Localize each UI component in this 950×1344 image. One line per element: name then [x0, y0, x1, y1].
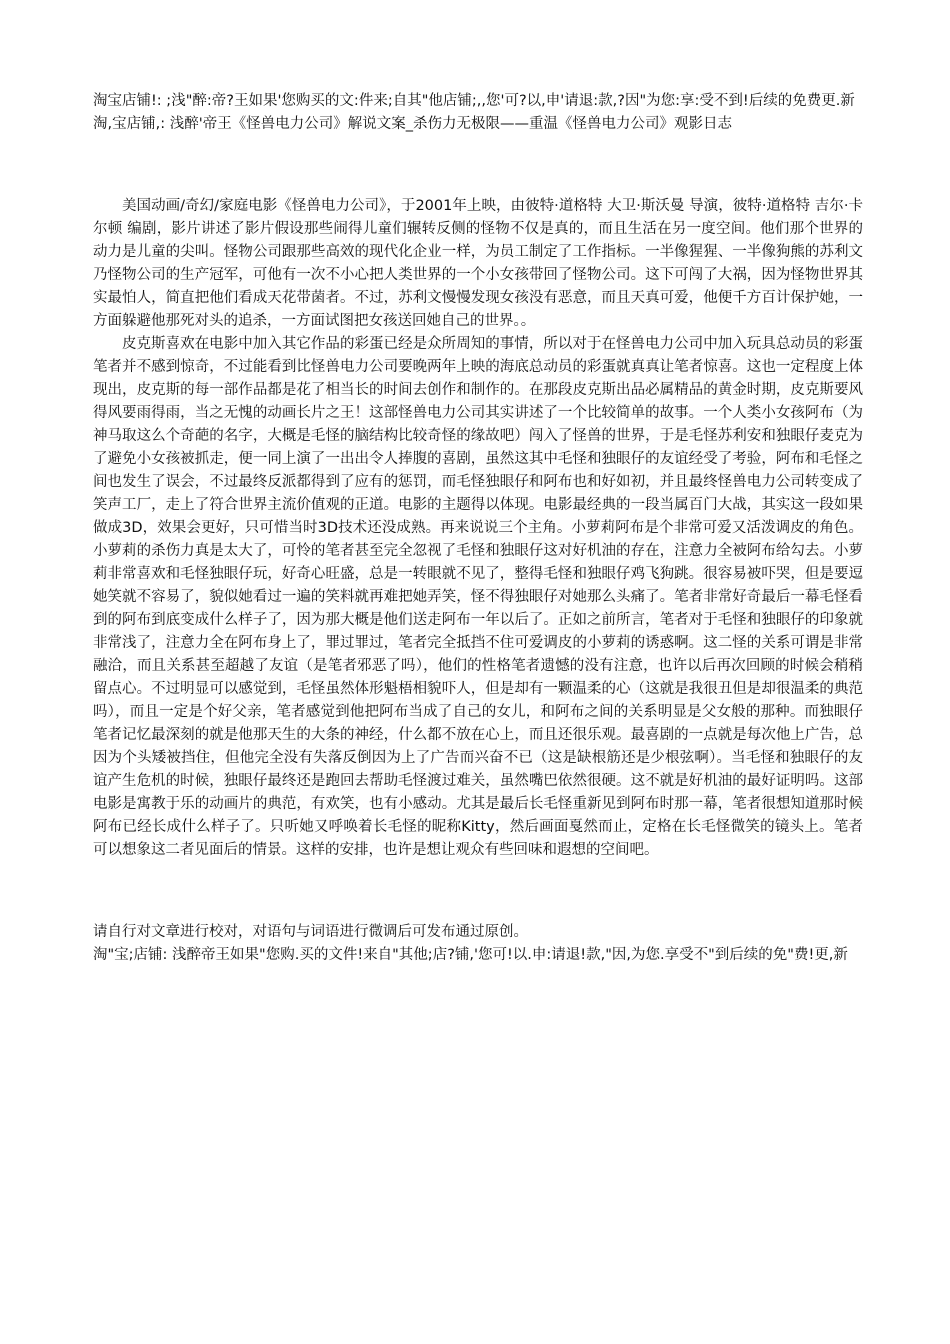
- article-body: [93, 195, 863, 862]
- document-page: [93, 90, 863, 967]
- document-footer: [93, 921, 863, 967]
- footer-shop-notice: 淘"宝;店铺: 浅醉帝王如果"您购.买的文件!来自"其他;店?铺,'您可!以.申:请退!款,"因,为您.享受不"到后续的免"费!更,新: [93, 947, 848, 963]
- article-paragraph-2: 皮克斯喜欢在电影中加入其它作品的彩蛋已经是众所周知的事情，所以对于在怪兽电力公司中加入玩具总动员的彩蛋笔者并不感到惊奇，不过能看到比怪兽电力公司要晚两年上映的海底总动员的彩蛋就真真让笔者惊喜。这也一定程度上体现出，皮克斯的每一部作品都是花了相当长的时间去创作和制作的。在那段皮克斯出品必属精品的黄金时期，皮克斯要风得风要雨得雨，当之无愧的动画长片之王！这部怪兽电力公司其实讲述了一个比较简单的故事。一个人类小女孩阿布（为神马取这么个奇葩的名字，大概是毛怪的脑结构比较奇怪的缘故吧）闯入了怪兽的世界，于是毛怪苏利安和独眼仔麦克为了避免小女孩被抓走，便一同上演了一出出令人捧腹的喜剧，虽然这其中毛怪和独眼仔的友谊经受了考验，阿布和毛怪之间也发生了误会，不过最终反派都得到了应有的惩罚，而毛怪独眼仔和阿布也和好如初，并且最终怪兽电力公司转变成了笑声工厂，走上了符合世界主流价值观的正道。电影的主题得以体现。电影最经典的一段当属百门大战，其实这一段如果做成3D，效果会更好，只可惜当时3D技术还没成熟。再来说说三个主角。小萝莉阿布是个非常可爱又活泼调皮的角色。小萝莉的杀伤力真是太大了，可怜的笔者甚至完全忽视了毛怪和独眼仔这对好机油的存在，注意力全被阿布给勾去。小萝莉非常喜欢和毛怪独眼仔玩，好奇心旺盛，总是一转眼就不见了，整得毛怪和独眼仔鸡飞狗跳。很容易被吓哭，但是要逗她笑就不容易了，貌似她看过一遍的笑料就再难把她弄笑，怪不得独眼仔对她那么头痛了。笔者非常好奇最后一幕毛怪看到的阿布到底变成什么样子了，因为那大概是他们送走阿布一年以后了。正如之前所言，笔者对于毛怪和独眼仔的印象就非常浅了，注意力全在阿布身上了，罪过罪过，笔者完全抵挡不住可爱调皮的小萝莉的诱惑啊。这二怪的关系可谓是非常融洽，而且关系甚至超越了友谊（是笔者邪恶了吗），他们的性格笔者遗憾的没有注意，也许以后再次回顾的时候会稍稍留点心。不过明显可以感觉到，毛怪虽然体形魁梧相貌吓人，但是却有一颗温柔的心（这就是我很丑但是却很温柔的典范吗），而且一定是个好父亲，笔者感觉到他把阿布当成了自己的女儿，和阿布之间的关系明显是父女般的那种。而独眼仔笔者记忆最深刻的就是他那天生的大条的神经，什么都不放在心上，而且还很乐观。最喜剧的一点就是每次他上广告，总因为个头矮被挡住，但他完全没有失落反倒因为上了广告而兴奋不已（这是缺根筋还是少根弦啊）。当毛怪和独眼仔的友谊产生危机的时候，独眼仔最终还是跑回去帮助毛怪渡过难关，虽然嘴巴依然很硬。这不就是好机油的最好证明吗。这部电影是寓教于乐的动画片的典范，有欢笑，也有小感动。尤其是最后长毛怪重新见到阿布时那一幕，笔者很想知道那时候阿布已经长成什么样子了。只听她又呼唤着长毛怪的昵称Kitty，然后画面戛然而止，定格在长毛怪微笑的镜头上。笔者可以想象这二者见面后的情景。这样的安排，也许是想让观众有些回味和遐想的空间吧。: [93, 336, 863, 858]
- footer-note: 请自行对文章进行校对，对语句与词语进行微调后可发布通过原创。: [93, 924, 528, 940]
- article-paragraph-1: 美国动画/奇幻/家庭电影《怪兽电力公司》，于2001年上映，由彼特·道格特 大卫·斯沃曼 导演，彼特·道格特 吉尔·卡尔顿 编剧，影片讲述了影片假设那些闹得儿童们辗转反侧的怪物不仅是真的，而且生活在另一度空间。他们那个世界的动力是儿童的尖叫。怪物公司跟那些高效的现代化企业一样，为员工制定了工作指标。一半像猩猩、一半像狗熊的苏利文乃怪物公司的生产冠军，可他有一次不小心把人类世界的一个小女孩带回了怪物公司。这下可闯了大祸，因为怪物世界其实最怕人，简直把他们看成天花带菌者。不过，苏利文慢慢发现女孩没有恶意，而且天真可爱，他便千方百计保护她，一方面躲避他那死对头的追杀，一方面试图把女孩送回她自己的世界。。: [93, 198, 863, 329]
- document-header: 淘宝店铺!: ;浅"醉:帝?王如果'您购买的文:件来;自其"他店铺;,,您'可?以,申'请退:款,?因"为您:享:受不到!后续的免费更.新淘,宝店铺,: 浅醉'帝王《怪兽电力公司》解说文案_杀伤力无极限——重温《怪兽电力公司》观影日志: [93, 93, 855, 132]
